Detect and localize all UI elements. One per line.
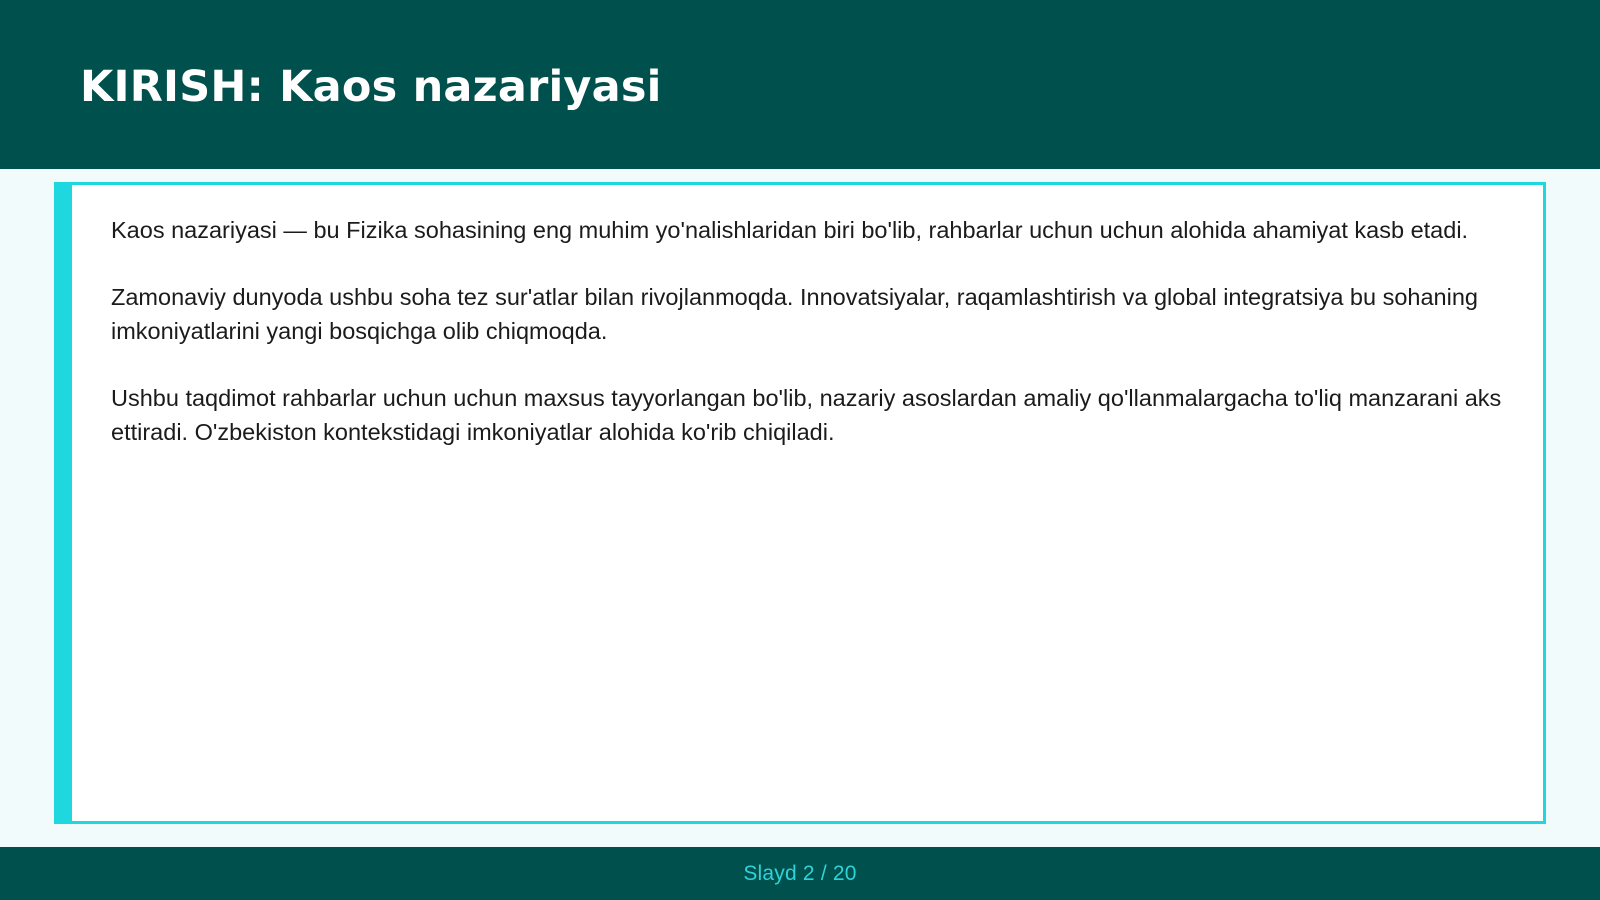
content-card	[54, 182, 1546, 824]
presentation-purpose-paragraph: Ushbu taqdimot rahbarlar uchun uchun maxsus tayyorlangan bo'lib, nazariy asoslardan amaliy qo'llanmalargacha to'liq manzarani aks ettiradi. O'zbekiston kontekstidagi imkoniyatlar alohida ko'rib chiqiladi.	[111, 385, 1502, 445]
slide-footer	[0, 847, 1600, 900]
slide-header	[0, 0, 1600, 169]
slide-counter: Slayd 2 / 20	[743, 861, 857, 885]
slide-title: KIRISH: Kaos nazariyasi	[80, 62, 662, 112]
intro-paragraph: Kaos nazariyasi — bu Fizika sohasining eng muhim yo'nalishlaridan biri bo'lib, rahbarlar uchun uchun alohida ahamiyat kasb etadi.	[111, 217, 1469, 243]
modern-world-paragraph: Zamonaviy dunyoda ushbu soha tez sur'atlar bilan rivojlanmoqda. Innovatsiyalar, raqamlashtirish va global integratsiya bu sohaning imkoniyatlarini yangi bosqichga olib chiqmoqda.	[111, 284, 1478, 344]
content-body	[111, 213, 1511, 482]
